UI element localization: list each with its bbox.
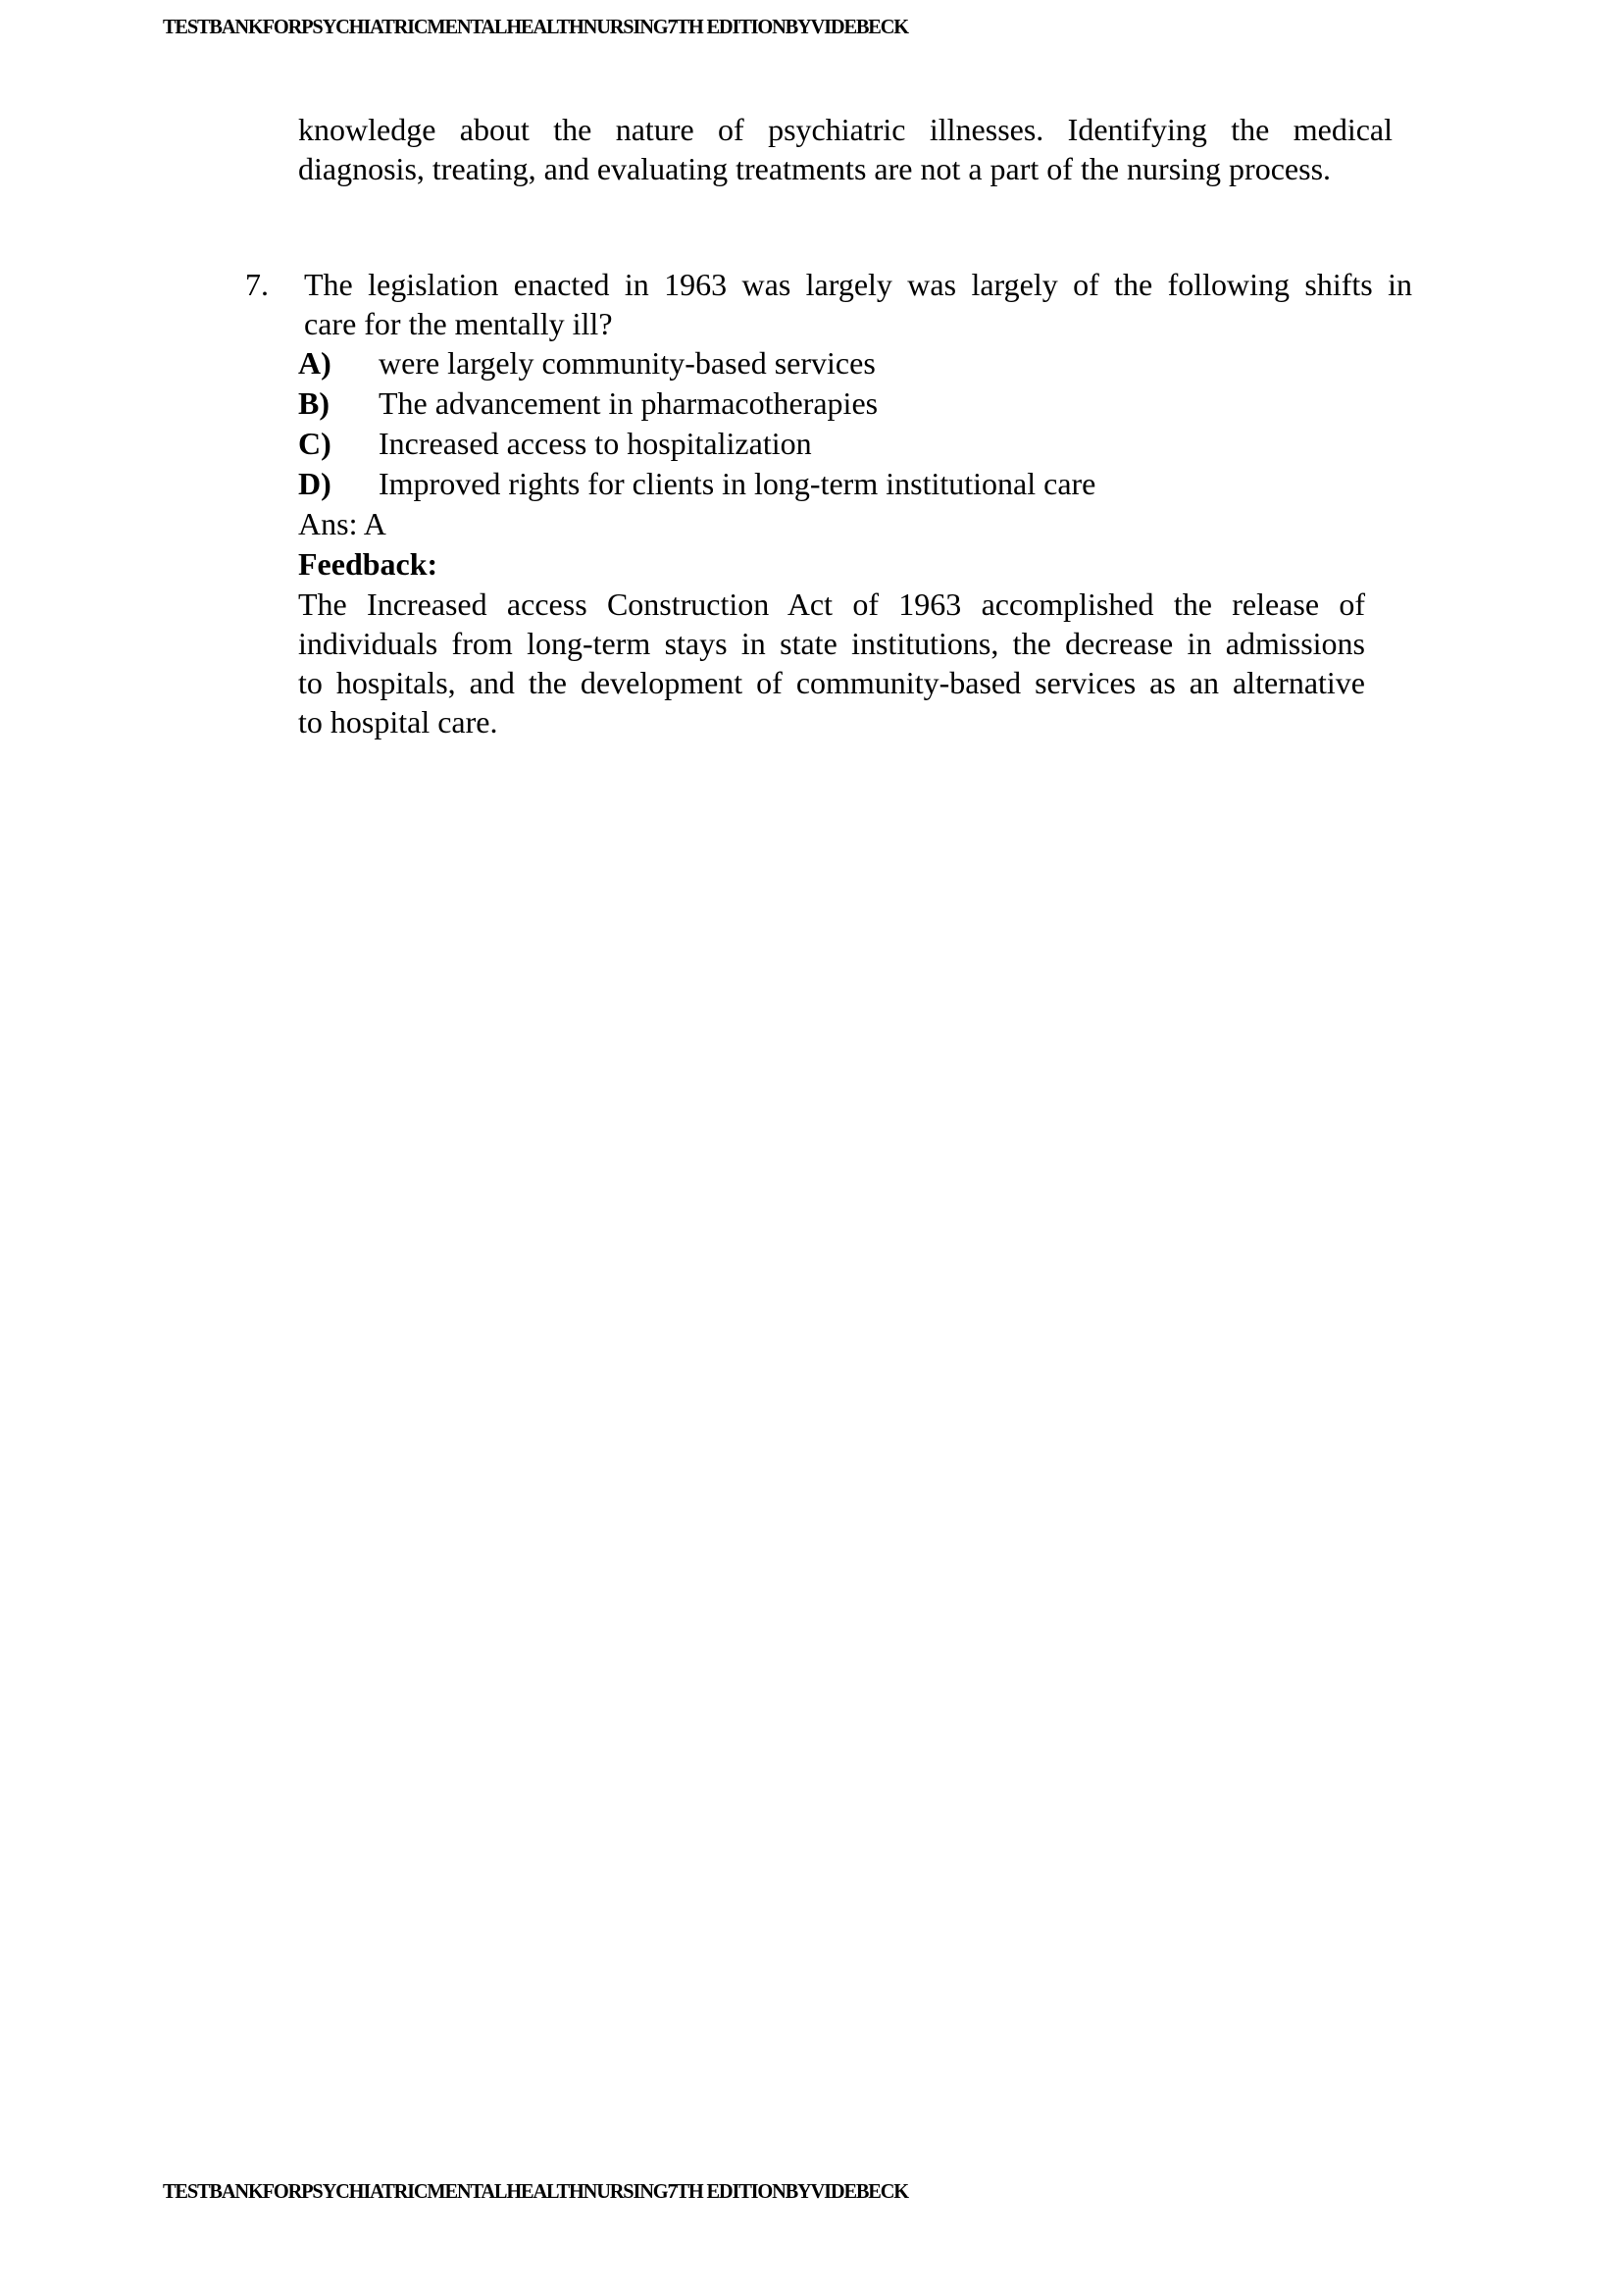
option-letter: B) bbox=[298, 385, 330, 421]
option-c bbox=[298, 424, 1412, 464]
continuation-line: diagnosis, treating, and evaluating treatments are not a part of the nursing process. bbox=[298, 151, 1332, 186]
option-text: Improved rights for clients in long-term institutional care bbox=[379, 466, 1096, 501]
answer-key: Ans: A bbox=[298, 506, 386, 541]
previous-feedback-continuation bbox=[298, 110, 1393, 188]
feedback-text bbox=[298, 585, 1365, 741]
question-7 bbox=[245, 265, 1412, 741]
option-letter: A) bbox=[298, 345, 331, 381]
question-stem-line: The legislation enacted in 1963 was largely was largely of the following shifts in bbox=[304, 267, 1412, 302]
option-text: The advancement in pharmacotherapies bbox=[379, 385, 879, 421]
option-letter: C) bbox=[298, 426, 331, 461]
option-a bbox=[298, 343, 1412, 383]
option-letter: D) bbox=[298, 466, 331, 501]
feedback-label: Feedback: bbox=[298, 546, 438, 582]
question-stem-line: care for the mentally ill? bbox=[304, 306, 613, 341]
feedback-line: to hospitals, and the development of community-based services as an alternative bbox=[298, 665, 1365, 700]
feedback-line: to hospital care. bbox=[298, 704, 498, 740]
answer-options bbox=[298, 343, 1412, 504]
running-footer: TESTBANKFORPSYCHIATRICMENTALHEALTHNURSING7TH EDITIONBYVIDEBECK bbox=[163, 2179, 908, 2203]
option-text: Increased access to hospitalization bbox=[379, 426, 812, 461]
feedback-line: The Increased access Construction Act of 1963 accomplished the release of bbox=[298, 586, 1365, 622]
question-number: 7. bbox=[245, 267, 269, 302]
continuation-line: knowledge about the nature of psychiatric illnesses. Identifying the medical bbox=[298, 112, 1393, 147]
running-header: TESTBANKFORPSYCHIATRICMENTALHEALTHNURSING7TH EDITIONBYVIDEBECK bbox=[163, 15, 908, 38]
question-stem bbox=[245, 265, 1412, 343]
option-d bbox=[298, 464, 1412, 504]
option-text: were largely community-based services bbox=[379, 345, 876, 381]
feedback-line: individuals from long-term stays in state institutions, the decrease in admissions bbox=[298, 626, 1365, 661]
option-b bbox=[298, 383, 1412, 424]
